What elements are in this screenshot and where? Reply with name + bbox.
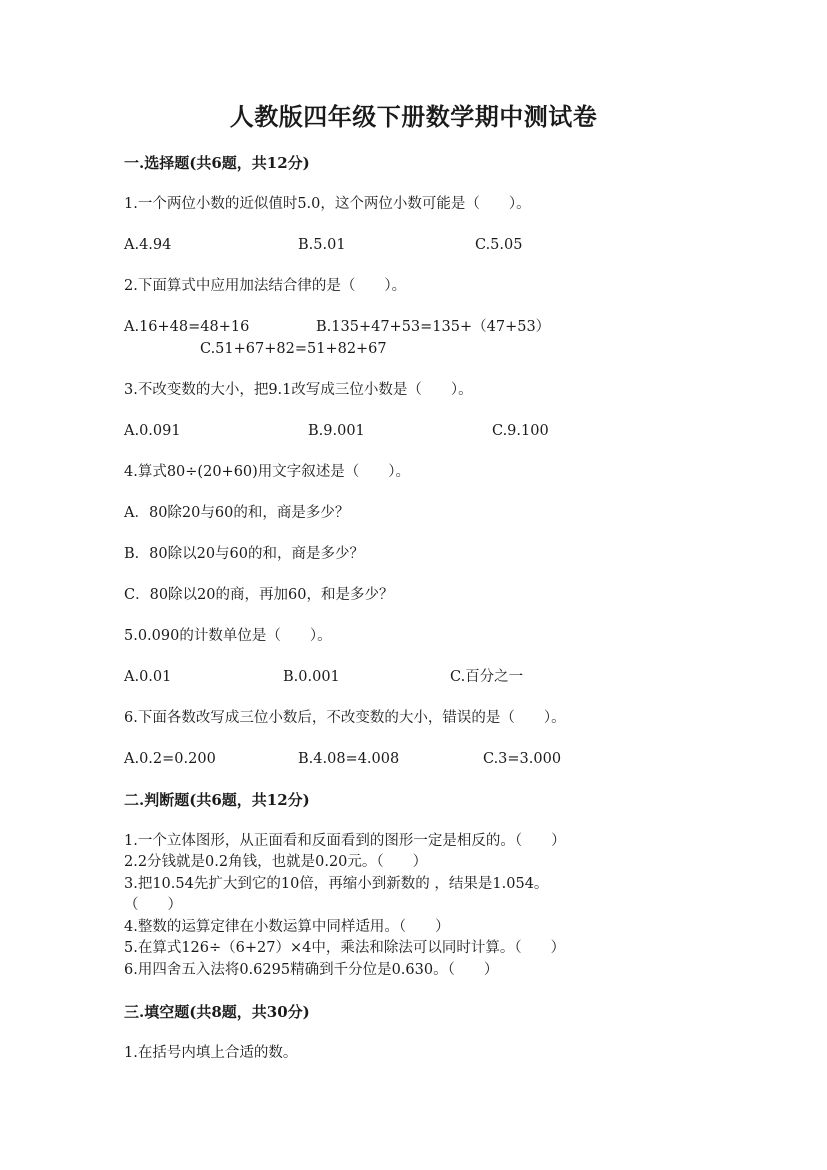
question-stem: 5.0.090的计数单位是（ ）。 xyxy=(124,628,332,644)
option-c: C．80除以20的商，再加60，和是多少？ xyxy=(124,587,394,603)
judge-item: 6.用四舍五入法将0.6295精确到千分位是0.630。（ ） xyxy=(124,962,499,978)
judge-item: 5.在算式126÷（6+27）×4中，乘法和除法可以同时计算。（ ） xyxy=(124,940,566,956)
option-b: B.4.08=4.008 xyxy=(298,751,400,767)
question-stem: 1.一个两位小数的近似值时5.0，这个两位小数可能是（ ）。 xyxy=(124,196,531,212)
page-title: 人教版四年级下册数学期中测试卷 xyxy=(229,102,598,131)
option-c: C.百分之一 xyxy=(450,669,524,685)
option-c: C.9.100 xyxy=(492,423,549,439)
option-c: C.5.05 xyxy=(475,237,523,253)
option-a: A．80除20与60的和，商是多少？ xyxy=(124,505,350,521)
option-b: B.135+47+53=135+（47+53） xyxy=(316,319,551,335)
option-b: B.9.001 xyxy=(308,423,365,439)
section-heading-judge: 二.判断题(共6题，共12分) xyxy=(124,791,310,809)
judge-item: 3.把10.54先扩大到它的10倍，再缩小到新数的 ，结果是1.054。 xyxy=(124,876,549,892)
question-stem: 6.下面各数改写成三位小数后，不改变数的大小，错误的是（ ）。 xyxy=(124,710,566,726)
option-a: A.4.94 xyxy=(124,237,172,253)
option-c: C.51+67+82=51+82+67 xyxy=(200,341,387,357)
question-stem: 3.不改变数的大小，把9.1改写成三位小数是（ ）。 xyxy=(124,382,473,398)
option-b: B．80除以20与60的和，商是多少？ xyxy=(124,546,365,562)
question-stem: 1.在括号内填上合适的数。 xyxy=(124,1045,298,1061)
option-a: A.0.091 xyxy=(124,423,181,439)
question-stem: 4.算式80÷(20+60)用文字叙述是（ ）。 xyxy=(124,464,411,480)
option-b: B.0.001 xyxy=(283,669,340,685)
option-a: A.16+48=48+16 xyxy=(124,319,250,335)
option-c: C.3=3.000 xyxy=(483,751,562,767)
judge-item: 2.2分钱就是0.2角钱，也就是0.20元。（ ） xyxy=(124,854,428,870)
section-heading-choice: 一.选择题(共6题，共12分) xyxy=(124,154,310,172)
question-stem: 2.下面算式中应用加法结合律的是（ ）。 xyxy=(124,278,407,294)
judge-item-continuation: （ ） xyxy=(124,897,182,913)
section-heading-fill: 三.填空题(共8题，共30分) xyxy=(124,1003,310,1021)
option-a: A.0.2=0.200 xyxy=(124,751,216,767)
option-a: A.0.01 xyxy=(124,669,172,685)
option-b: B.5.01 xyxy=(298,237,346,253)
judge-item: 1.一个立体图形，从正面看和反面看到的图形一定是相反的。（ ） xyxy=(124,833,566,849)
judge-item: 4.整数的运算定律在小数运算中同样适用。（ ） xyxy=(124,919,450,935)
